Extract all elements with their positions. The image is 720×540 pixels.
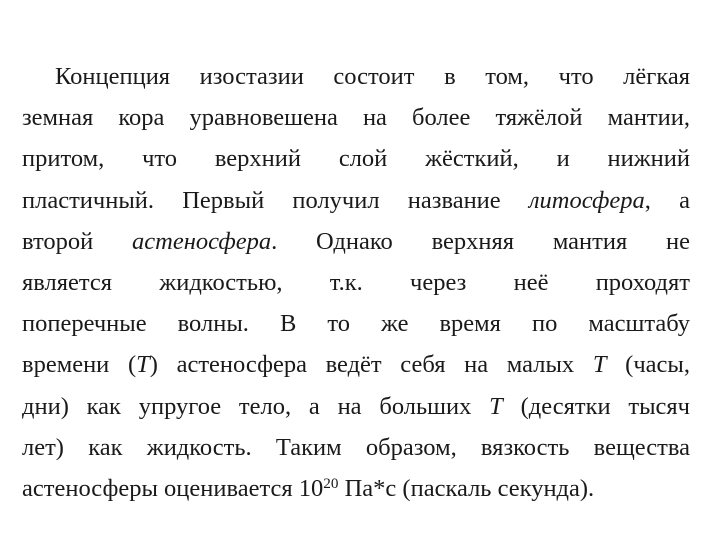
- text-segment: пластичный. Первый получил название: [22, 186, 529, 214]
- text-line-7: поперечные волны. В то же время по масштабу: [22, 310, 690, 338]
- text-segment: астеносферы оценивается 10: [22, 474, 324, 502]
- text-line-4: [22, 180, 690, 221]
- text-segment: (часы,: [606, 351, 690, 379]
- term-asthenosphere: астеносфера: [132, 227, 272, 255]
- text-segment: дни) как упругое тело, а на больших: [22, 392, 490, 420]
- text-line-1: Концепция изостазии состоит в том, что лёгкая: [55, 63, 690, 90]
- text-segment: Па*с (паскаль секунда).: [338, 474, 595, 502]
- text-segment: (десятки тысяч: [502, 392, 691, 420]
- term-lithosphere: литосфера: [528, 186, 645, 214]
- text-line-9: [22, 386, 690, 427]
- text-line-5: [22, 221, 690, 262]
- text-segment: времени (: [22, 351, 137, 379]
- text-segment: ) астеносфера ведёт себя на малых: [149, 351, 593, 379]
- text-line-11: [22, 468, 690, 509]
- text-line-8: [22, 344, 690, 385]
- symbol-t: T: [136, 351, 150, 379]
- text-line-2: земная кора уравновешена на более тяжёлой мантии,: [22, 104, 690, 132]
- text-segment: , а: [644, 186, 691, 214]
- exponent: 20: [323, 474, 339, 492]
- text-line-10: лет) как жидкость. Таким образом, вязкость вещества: [22, 433, 690, 461]
- text-line-3: притом, что верхний слой жёсткий, и нижний: [22, 145, 690, 173]
- text-line-6: является жидкостью, т.к. через неё проходят: [22, 268, 690, 296]
- text-segment: . Однако верхняя мантия не: [271, 227, 691, 255]
- text-segment: второй: [22, 227, 132, 255]
- symbol-t: T: [489, 392, 503, 420]
- body-paragraph: [22, 56, 690, 509]
- symbol-t: T: [592, 351, 607, 379]
